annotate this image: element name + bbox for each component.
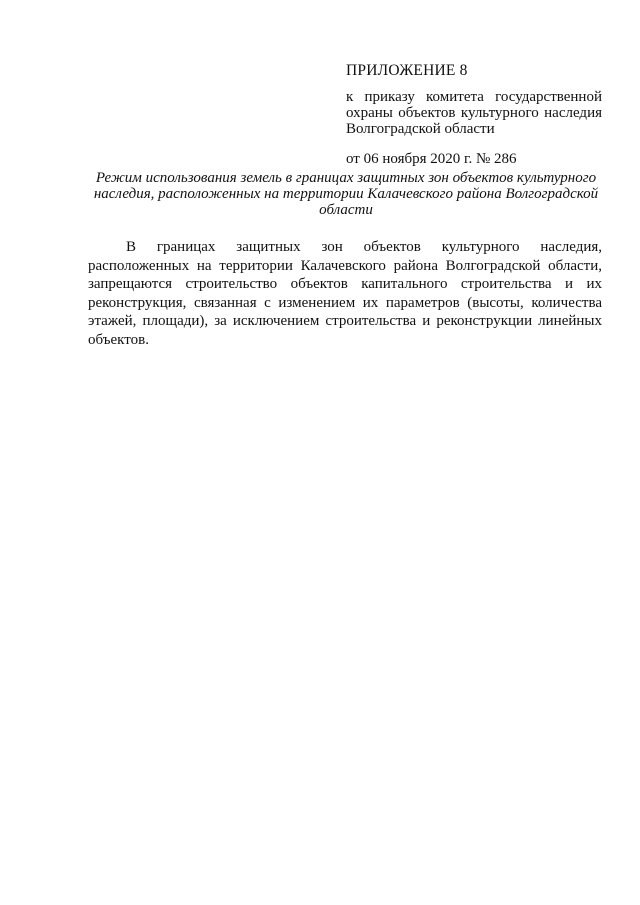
appendix-reference: к приказу комитета государственной охраны объектов культурного наследия Волгоградской области xyxy=(346,89,602,137)
document-heading: Режим использования земель в границах защитных зон объектов культурного наследия, расположенных на территории Калачевского района Волгоградской области xyxy=(93,170,599,218)
appendix-date: от 06 ноября 2020 г. № 286 xyxy=(346,151,517,167)
appendix-title: ПРИЛОЖЕНИЕ 8 xyxy=(346,62,468,79)
appendix-block xyxy=(346,63,602,167)
body-paragraph: В границах защитных зон объектов культурного наследия, расположенных на территории Калачевского района Волгоградской области, запрещаются строительство объектов капитального строительства и их реконструкция, связанная с изменением их параметров (высоты, количества этажей, площади), за исключением строительства и реконструкции линейных объектов. xyxy=(88,239,602,348)
